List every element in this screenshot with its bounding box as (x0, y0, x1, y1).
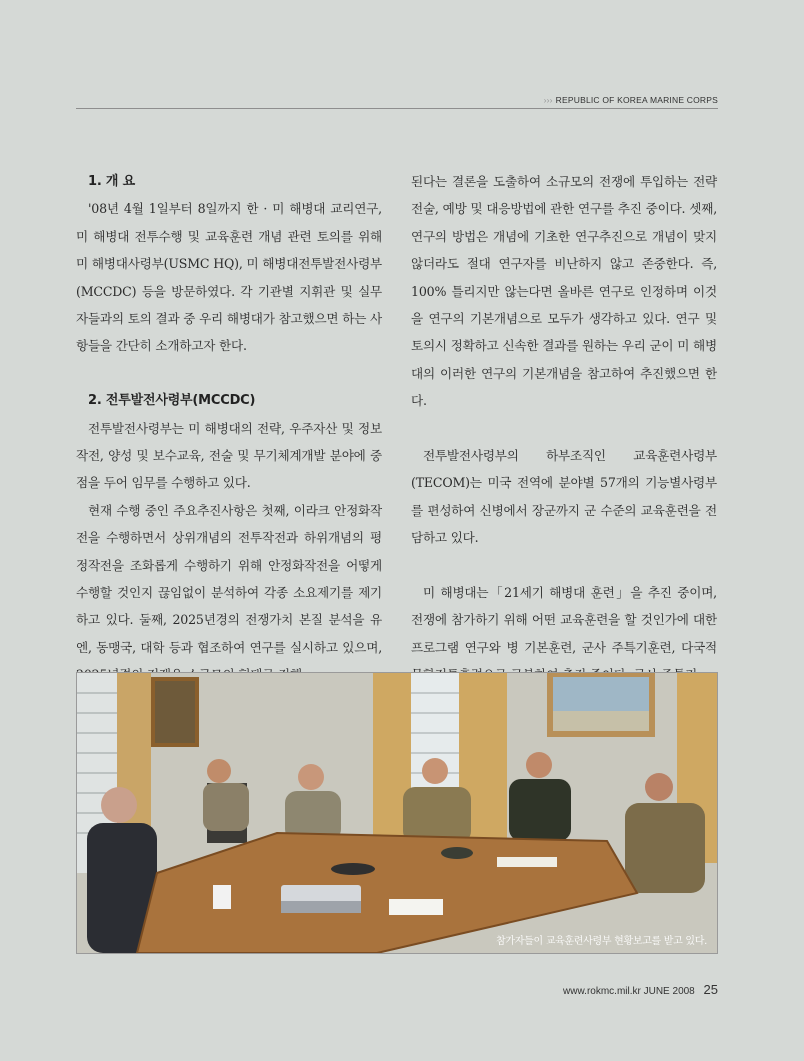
section2-paragraph-2: 현재 수행 중인 주요추진사항은 첫째, 이라크 안정화작전을 수행하면서 상위개념의 전투작전과 하위개념의 평정작전을 조화롭게 수행하기 위해 안정화작전을 어떻게 수행할 것인지 끊임없이 분석하여 각종 소요제기를 제기하고 있다. 둘째, 2025년경의 전쟁가치 본질 분석을 유엔, 동맹국, 대학 등과 협조하여 연구를 실시하고 있으며, (76, 502, 382, 655)
page-number: 25 (703, 982, 718, 997)
spacer (76, 360, 382, 387)
right-paragraph-1: 된다는 결론을 도출하여 소규모의 전쟁에 투입하는 전략전술, 예방 및 대응방법에 관한 연구를 추진 중이다. 셋째, 연구의 방법은 개념에 기초한 연구추진으로 개념이 맞지 않더라도 절대 연구자를 비난하지 않고 존중한다. 즉, 100% 틀리지만 않는다면 올바른 연구로 인정하며 이것을 연구의 기본개념으로 모두가 생각하고 있다. 연구 및 토의시 정확하고 신속한 결과를 원하는 우리 군이 미 해병대의 이러한 연구의 기본개념을 참고하여 추진했으면 한다. (411, 174, 717, 409)
photo-caption: 참가자들이 교육훈련사령부 현황보고를 받고 있다. (496, 936, 707, 947)
meeting-illustration (77, 673, 717, 953)
page-footer (563, 982, 718, 997)
spacer (411, 552, 717, 579)
footer-issue: JUNE 2008 (643, 986, 695, 997)
header-title: REPUBLIC OF KOREA MARINE CORPS (555, 95, 718, 105)
section1-paragraph: '08년 4월 1일부터 8일까지 한 · 미 해병대 교리연구, 미 해병대 전투수행 및 교육훈련 개념 관련 토의를 위해 미 해병대사령부(USMC HQ), 미 해병대전투발전사령부(MCCDC) 등을 방문하였다. 각 기관별 지휘관 및 실무자들과의 토의 결과 중 우리 해병대가 참고했으면 하는 사항들을 간단히 소개하고자 한다. (76, 201, 382, 354)
header-arrows: ››› (543, 95, 553, 105)
section2-paragraph-1: 전투발전사령부는 미 해병대의 전략, 우주자산 및 정보작전, 양성 및 보수교육, 전술 및 무기체계개발 분야에 중점을 두어 임무를 수행하고 있다. (76, 420, 382, 491)
meeting-photo (76, 672, 718, 954)
section1-heading: 1. 개 요 (88, 174, 135, 189)
right-column (411, 168, 717, 689)
right-paragraph-2: 전투발전사령부의 하부조직인 교육훈련사령부(TECOM)는 미국 전역에 분야별 57개의 기능별사령부를 편성하여 신병에서 장군까지 군 수준의 교육훈련을 전담하고 있다. (411, 448, 717, 546)
running-header (544, 95, 718, 105)
section2-heading: 2. 전투발전사령부(MCCDC) (88, 393, 256, 409)
footer-url: www.rokmc.mil.kr (563, 986, 641, 997)
right-paragraph-3: 미 해병대는「21세기 해병대 훈련」을 추진 중이며, 전쟁에 참가하기 위해 어떤 교육훈련을 할 것인가에 대한 프로그램 연구와 병 기본훈련, 군사 주특기훈련, 다국적 (411, 585, 717, 655)
left-column (76, 168, 382, 689)
header-rule (76, 108, 718, 109)
spacer (411, 415, 717, 442)
